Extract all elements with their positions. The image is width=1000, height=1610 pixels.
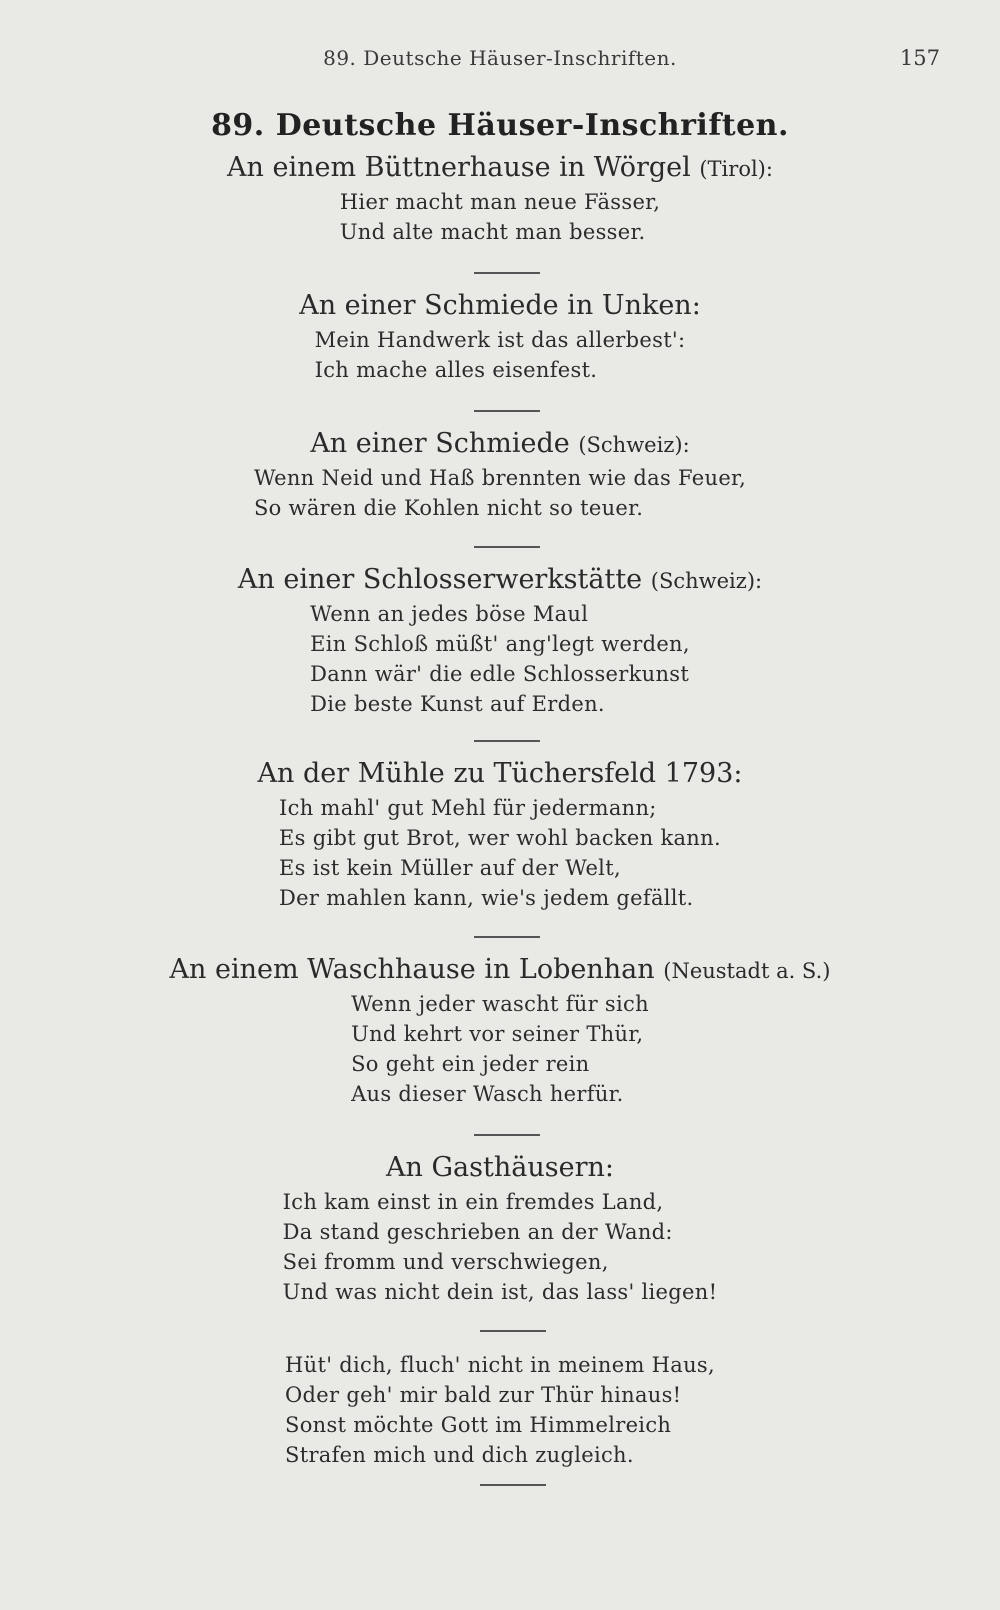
running-head-title: 89. Deutsche Häuser-Inschriften. (323, 46, 677, 70)
section-divider (480, 1330, 546, 1332)
verse-line: Und was nicht dein ist, das lass' liegen! (282, 1280, 718, 1304)
section-heading: An einem Büttnerhause in Wörgel (Tirol): (227, 152, 773, 183)
verse-line: Es ist kein Müller auf der Welt, (279, 856, 621, 880)
verse-line: Oder geh' mir bald zur Thür hinaus! (285, 1383, 682, 1407)
verse-line: Mein Handwerk ist das allerbest': (314, 328, 686, 352)
verse-line: Ein Schloß müßt' ang'legt werden, (310, 632, 690, 656)
verse (283, 1187, 718, 1307)
section-divider (474, 546, 540, 548)
verse-line: Ich mahl' gut Mehl für jedermann; (279, 796, 657, 820)
inscription-section (0, 152, 1000, 247)
verse-line: Ich mache alles eisenfest. (314, 358, 598, 382)
inscription-section (0, 290, 1000, 385)
verse (279, 793, 721, 913)
section-divider (474, 740, 540, 742)
verse-line: Hüt' dich, fluch' nicht in meinem Haus, (285, 1353, 715, 1377)
verse (310, 599, 690, 719)
verse-line: Ich kam einst in ein fremdes Land, (282, 1190, 664, 1214)
section-divider (474, 272, 540, 274)
verse (351, 989, 649, 1109)
verse-line: Der mahlen kann, wie's jedem gefällt. (279, 886, 694, 910)
verse (285, 1350, 715, 1470)
verse-line: Und kehrt vor seiner Thür, (351, 1022, 644, 1046)
verse-line: Sonst möchte Gott im Himmelreich (285, 1413, 672, 1437)
verse-line: So geht ein jeder rein (351, 1052, 590, 1076)
verse-line: Aus dieser Wasch herfür. (351, 1082, 624, 1106)
section-heading: An der Mühle zu Tüchersfeld 1793: (257, 758, 743, 789)
section-heading: An einer Schmiede in Unken: (299, 290, 701, 321)
verse-line: Wenn Neid und Haß brennten wie das Feuer, (253, 466, 747, 490)
section-divider (474, 410, 540, 412)
verse-line: Wenn jeder wascht für sich (351, 992, 649, 1016)
chapter-title: 89. Deutsche Häuser-Inschriften. (211, 108, 789, 143)
section-heading: An Gasthäusern: (386, 1152, 614, 1183)
inscription-section (0, 1350, 1000, 1470)
verse-line: Die beste Kunst auf Erden. (310, 692, 605, 716)
inscription-section (0, 954, 1000, 1109)
inscription-section (0, 1152, 1000, 1307)
verse-line: Wenn an jedes böse Maul (310, 602, 589, 626)
section-divider (474, 1134, 540, 1136)
verse-line: Hier macht man neue Fässer, (339, 190, 661, 214)
section-heading: An einer Schmiede (Schweiz): (310, 428, 690, 459)
running-head (0, 46, 1000, 76)
verse-line: Sei fromm und verschwiegen, (282, 1250, 609, 1274)
section-heading: An einer Schlosserwerkstätte (Schweiz): (237, 564, 763, 595)
verse (315, 325, 686, 385)
section-divider (474, 936, 540, 938)
inscription-section (0, 428, 1000, 523)
verse (254, 463, 746, 523)
inscription-section (0, 564, 1000, 719)
inscription-section (0, 758, 1000, 913)
verse-line: Und alte macht man besser. (339, 220, 646, 244)
verse (340, 187, 660, 247)
verse-line: Strafen mich und dich zugleich. (285, 1443, 634, 1467)
verse-line: So wären die Kohlen nicht so teuer. (253, 496, 644, 520)
section-divider (480, 1484, 546, 1486)
page-number: 157 (899, 46, 940, 70)
verse-line: Dann wär' die edle Schlosserkunst (310, 662, 690, 686)
verse-line: Es gibt gut Brot, wer wohl backen kann. (279, 826, 721, 850)
section-heading: An einem Waschhause in Lobenhan (Neustadt a. S.) (169, 954, 831, 985)
verse-line: Da stand geschrieben an der Wand: (282, 1220, 673, 1244)
